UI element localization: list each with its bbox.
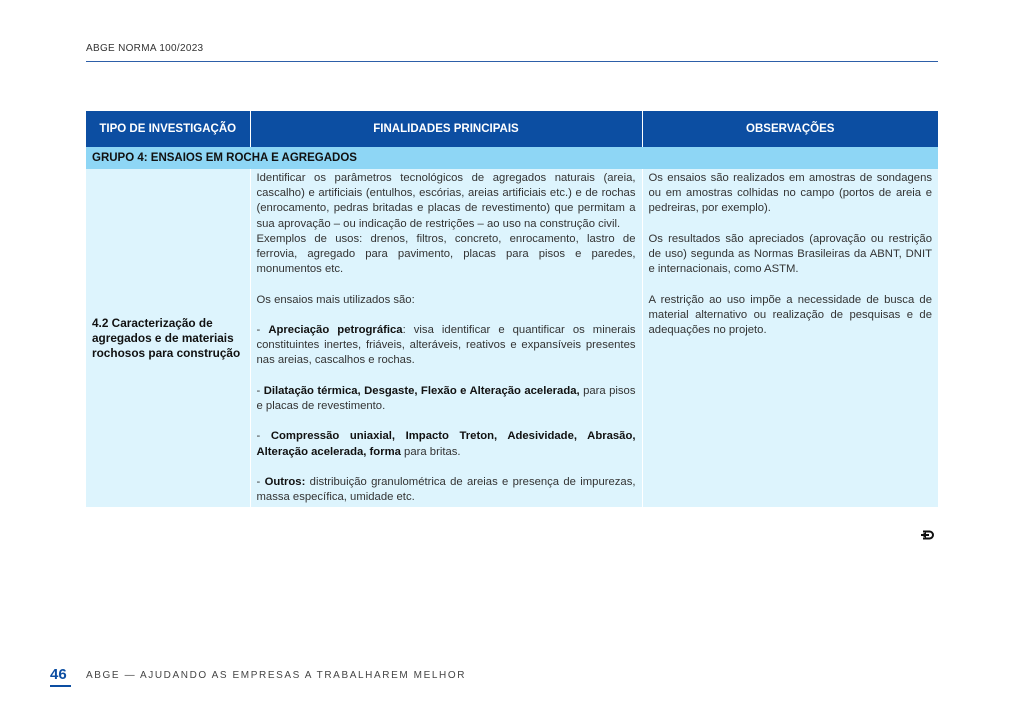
footer-tagline: ABGE — AJUDANDO AS EMPRESAS A TRABALHAREM MELHOR [86, 670, 467, 681]
column-header-finalidades: FINALIDADES PRINCIPAIS [250, 111, 642, 147]
test-item-1-title: Apreciação petrográfica [268, 324, 403, 336]
test-item-2-text: para pisos e placas de revestimento. [256, 384, 636, 412]
finalidades-paragraph-2: Exemplos de usos: drenos, filtros, concreto, enrocamento, lastro de ferrovia, agregado para pavimento, placas para pisos e paredes, monumentos etc. [256, 232, 636, 276]
column-header-tipo: TIPO DE INVESTIGAÇÃO [86, 111, 250, 147]
return-arrow-icon [920, 527, 936, 543]
observacoes-paragraph-3: A restrição ao uso impõe a necessidade de busca de material alternativo ou realização de pesquisas e de adequações no projeto. [648, 293, 932, 336]
test-item-1-text: : visa identificar e quantificar os minerais constituintes inertes, friáveis, alteráveis, reativos e expansíveis presentes nas areias, cascalhos e rochas. [256, 324, 636, 367]
cell-tipo: 4.2 Caracterização de agregados e de materiais rochosos para construção [86, 169, 250, 507]
test-item-1: - Apreciação petrográfica: visa identificar e quantificar os minerais constituintes inertes, friáveis, alteráveis, reativos e expansíveis presentes nas areias, cascalhos e rochas. [256, 324, 636, 367]
group-title: GRUPO 4: ENSAIOS EM ROCHA E AGREGADOS [86, 147, 938, 169]
investigation-table [86, 111, 938, 507]
cell-finalidades [250, 169, 642, 507]
column-header-observacoes: OBSERVAÇÕES [642, 111, 938, 147]
observacoes-paragraph-2: Os resultados são apreciados (aprovação ou restrição de uso) segunda as Normas Brasileiras da ABNT, DNIT e internacionais, como ASTM. [648, 232, 932, 276]
test-item-4: - Outros: distribuição granulométrica de areias e presença de impurezas, massa específica, umidade etc. [256, 475, 636, 504]
test-item-3-title: Compressão uniaxial, Impacto Treton, Adesividade, Abrasão, Alteração acelerada, forma [256, 430, 636, 458]
header-divider [86, 61, 938, 62]
document-header-title: ABGE NORMA 100/2023 [86, 43, 204, 54]
observacoes-paragraph-1: Os ensaios são realizados em amostras de sondagens ou em amostras colhidas no campo (portos de areia e pedreiras, por exemplo). [648, 172, 932, 215]
cell-observacoes [642, 169, 938, 507]
page-number: 46 [50, 666, 67, 683]
table-row [86, 169, 938, 507]
group-row [86, 147, 938, 169]
test-item-4-title: Outros: [264, 475, 306, 488]
test-item-2-title: Dilatação térmica, Desgaste, Flexão e Alteração acelerada, [263, 384, 580, 397]
finalidades-paragraph-1: Identificar os parâmetros tecnológicos de agregados naturais (areia, cascalho) e artificiais (entulhos, escórias, areias artificiais etc.) e de rochas (enrocamento, pedras britadas e placas de revestimento) que permitam a sua aprovação – ou indicação de restrições – ao uso na construção civil. [256, 172, 636, 230]
table-header-row [86, 111, 938, 147]
test-item-3: - Compressão uniaxial, Impacto Treton, Adesividade, Abrasão, Alteração acelerada, forma para britas. [256, 430, 636, 458]
test-item-2: - Dilatação térmica, Desgaste, Flexão e Alteração acelerada, para pisos e placas de revestimento. [256, 384, 636, 412]
test-item-3-text: para britas. [400, 445, 461, 458]
page-number-underline [50, 685, 71, 687]
test-item-4-text: distribuição granulométrica de areias e presença de impurezas, massa específica, umidade etc. [256, 475, 636, 504]
finalidades-paragraph-3: Os ensaios mais utilizados são: [256, 293, 415, 306]
